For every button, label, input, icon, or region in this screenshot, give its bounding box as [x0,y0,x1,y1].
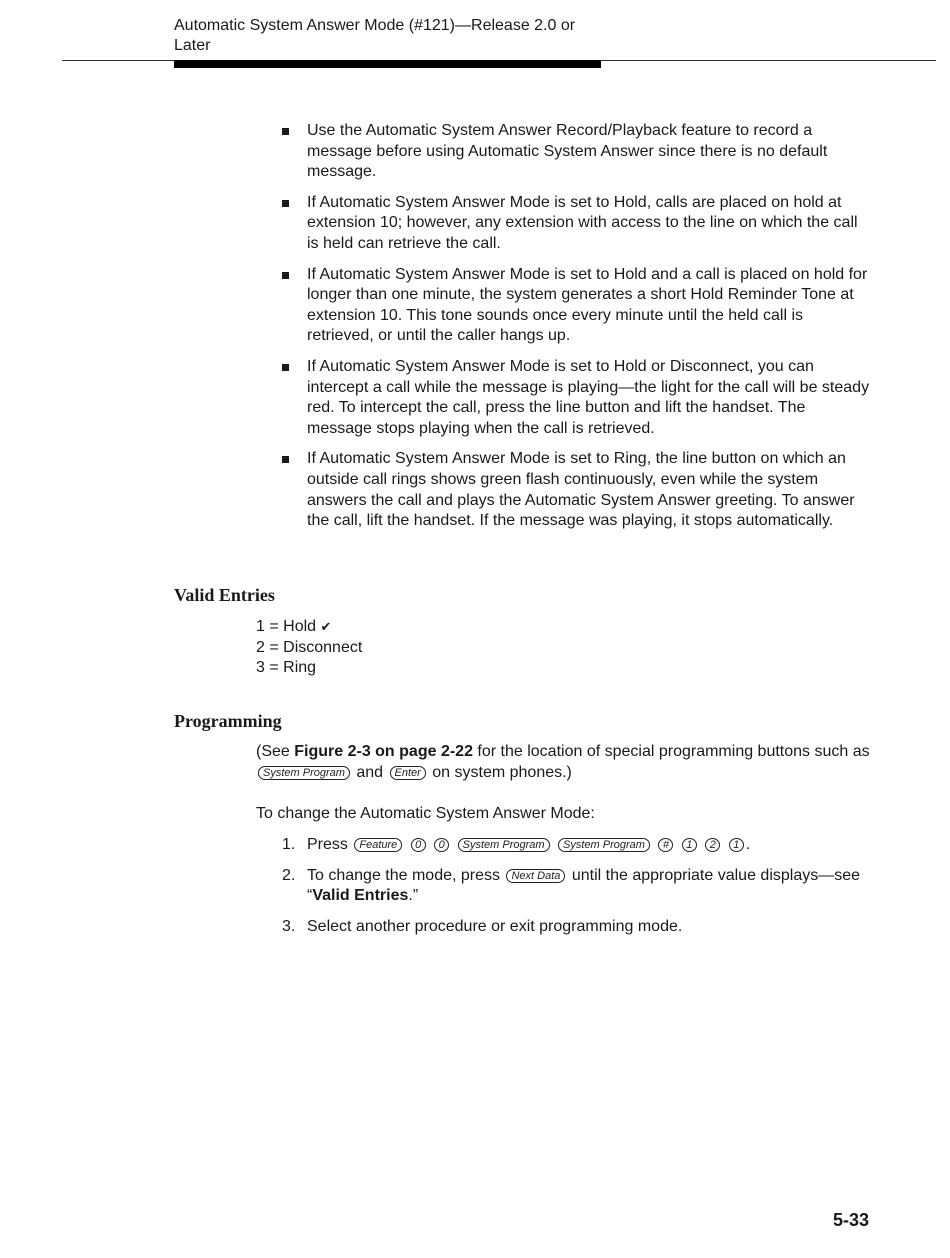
page-number: 5-33 [832,1210,869,1230]
list-item: If Automatic System Answer Mode is set to Hold and a call is placed on hold for longer than one minute, the system generates a short Hold Reminder Tone at extension 10. This tone sounds once every minute until the held call is retrieved, or until the caller hangs up. [282,265,872,347]
list-item: If Automatic System Answer Mode is set to Hold or Disconnect, you can intercept a call while the message is playing—the light for the call will be steady red. To intercept the call, press the line button and lift the handset. The message stops playing when the call is retrieved. [282,357,872,439]
bullet-square-icon [282,456,289,463]
bullet-square-icon [282,364,289,371]
list-item: 1. Press Feature 0 0 System Program System Program # 1 2 1 . [282,836,751,853]
system-program-key-icon: System Program [258,766,350,780]
header-title: Automatic System Answer Mode (#121)—Release 2.0 or Later [174,17,576,54]
list-item: 2. To change the mode, press Next Data until the appropriate value displays—see “Valid Entries.” [282,866,861,905]
figure-reference: Figure 2-3 on page 2-22 [294,743,473,760]
list-item: If Automatic System Answer Mode is set to Ring, the line button on which an outside call rings shows green flash continuously, even while the system answers the call and plays the Automatic System Answer greeting. To answer the call, lift the handset. If the message was playing, it stops automatically. [282,449,872,531]
digit-2-key-icon: 2 [705,838,720,852]
bullet-square-icon [282,200,289,207]
valid-entries-reference: Valid Entries [312,887,409,905]
digit-0-key-icon: 0 [411,838,426,852]
list-item: 2 = Disconnect [256,638,363,656]
bullet-square-icon [282,128,289,135]
digit-1-key-icon: 1 [729,838,744,852]
checkmark-icon: ✔ [320,619,332,634]
feature-key-icon: Feature [354,838,402,852]
programming-heading: Programming [174,711,282,731]
list-item: If Automatic System Answer Mode is set to Hold, calls are placed on hold at extension 10; however, any extension with access to the line on which the call is held can retrieve the call. [282,193,872,255]
procedure-steps [282,835,876,947]
valid-entries-list [256,617,362,679]
valid-entries-heading: Valid Entries [174,585,275,605]
digit-0-key-icon: 0 [434,838,449,852]
next-data-key-icon: Next Data [506,869,565,883]
bullet-square-icon [282,272,289,279]
system-program-key-icon: System Program [558,838,650,852]
notes-list [282,121,872,542]
list-item: 3 = Ring [256,659,317,677]
hash-key-icon: # [658,838,673,852]
list-item: Use the Automatic System Answer Record/Playback feature to record a message before using Automatic System Answer since there is no default message. [282,121,872,183]
see-figure-note: (See Figure 2-3 on page 2-22 for the location of special programming buttons such as System Program and Enter on system phones.) [256,743,870,781]
list-item: 3. Select another procedure or exit programming mode. [282,917,683,935]
list-item: 1 = Hold ✔ [256,618,332,635]
system-program-key-icon: System Program [458,838,550,852]
procedure-intro: To change the Automatic System Answer Mode: [256,805,595,822]
digit-1-key-icon: 1 [682,838,697,852]
enter-key-icon: Enter [390,766,426,780]
header-rule-thick [174,60,601,68]
